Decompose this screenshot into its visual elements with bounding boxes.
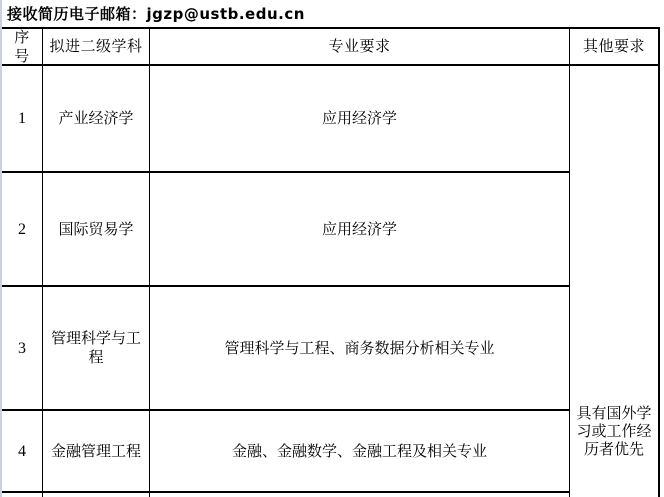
other-requirement-merged-cell bbox=[570, 66, 660, 497]
email-text: 接收简历电子邮箱：jgzp@ustb.edu.cn bbox=[7, 5, 305, 23]
row-5-major-requirement-cut bbox=[150, 493, 570, 497]
row-3-serial: 3 bbox=[2, 287, 43, 411]
row-1-discipline: 产业经济学 bbox=[43, 66, 150, 173]
row-2-major-requirement: 应用经济学 bbox=[150, 173, 570, 287]
row-5-discipline-cut bbox=[43, 493, 150, 497]
row-4-serial: 4 bbox=[2, 411, 43, 493]
email-line bbox=[2, 0, 660, 29]
row-1-serial: 1 bbox=[2, 66, 43, 173]
row-2-serial: 2 bbox=[2, 173, 43, 287]
row-3-major-requirement: 管理科学与工程、商务数据分析相关专业 bbox=[150, 287, 570, 411]
header-serial-number: 序号 bbox=[2, 29, 43, 66]
other-requirement-text: 具有国外学习或工作经历者优先 bbox=[576, 404, 652, 458]
header-major-requirement: 专业要求 bbox=[150, 29, 570, 66]
row-2-discipline: 国际贸易学 bbox=[43, 173, 150, 287]
row-4-major-requirement: 金融、金融数学、金融工程及相关专业 bbox=[150, 411, 570, 493]
row-4-discipline: 金融管理工程 bbox=[43, 411, 150, 493]
recruitment-table bbox=[2, 29, 660, 497]
header-other-requirement: 其他要求 bbox=[570, 29, 660, 66]
header-discipline: 拟进二级学科 bbox=[43, 29, 150, 66]
row-1-major-requirement: 应用经济学 bbox=[150, 66, 570, 173]
row-5-serial-cut bbox=[2, 493, 43, 497]
row-3-discipline: 管理科学与工程 bbox=[43, 287, 150, 411]
